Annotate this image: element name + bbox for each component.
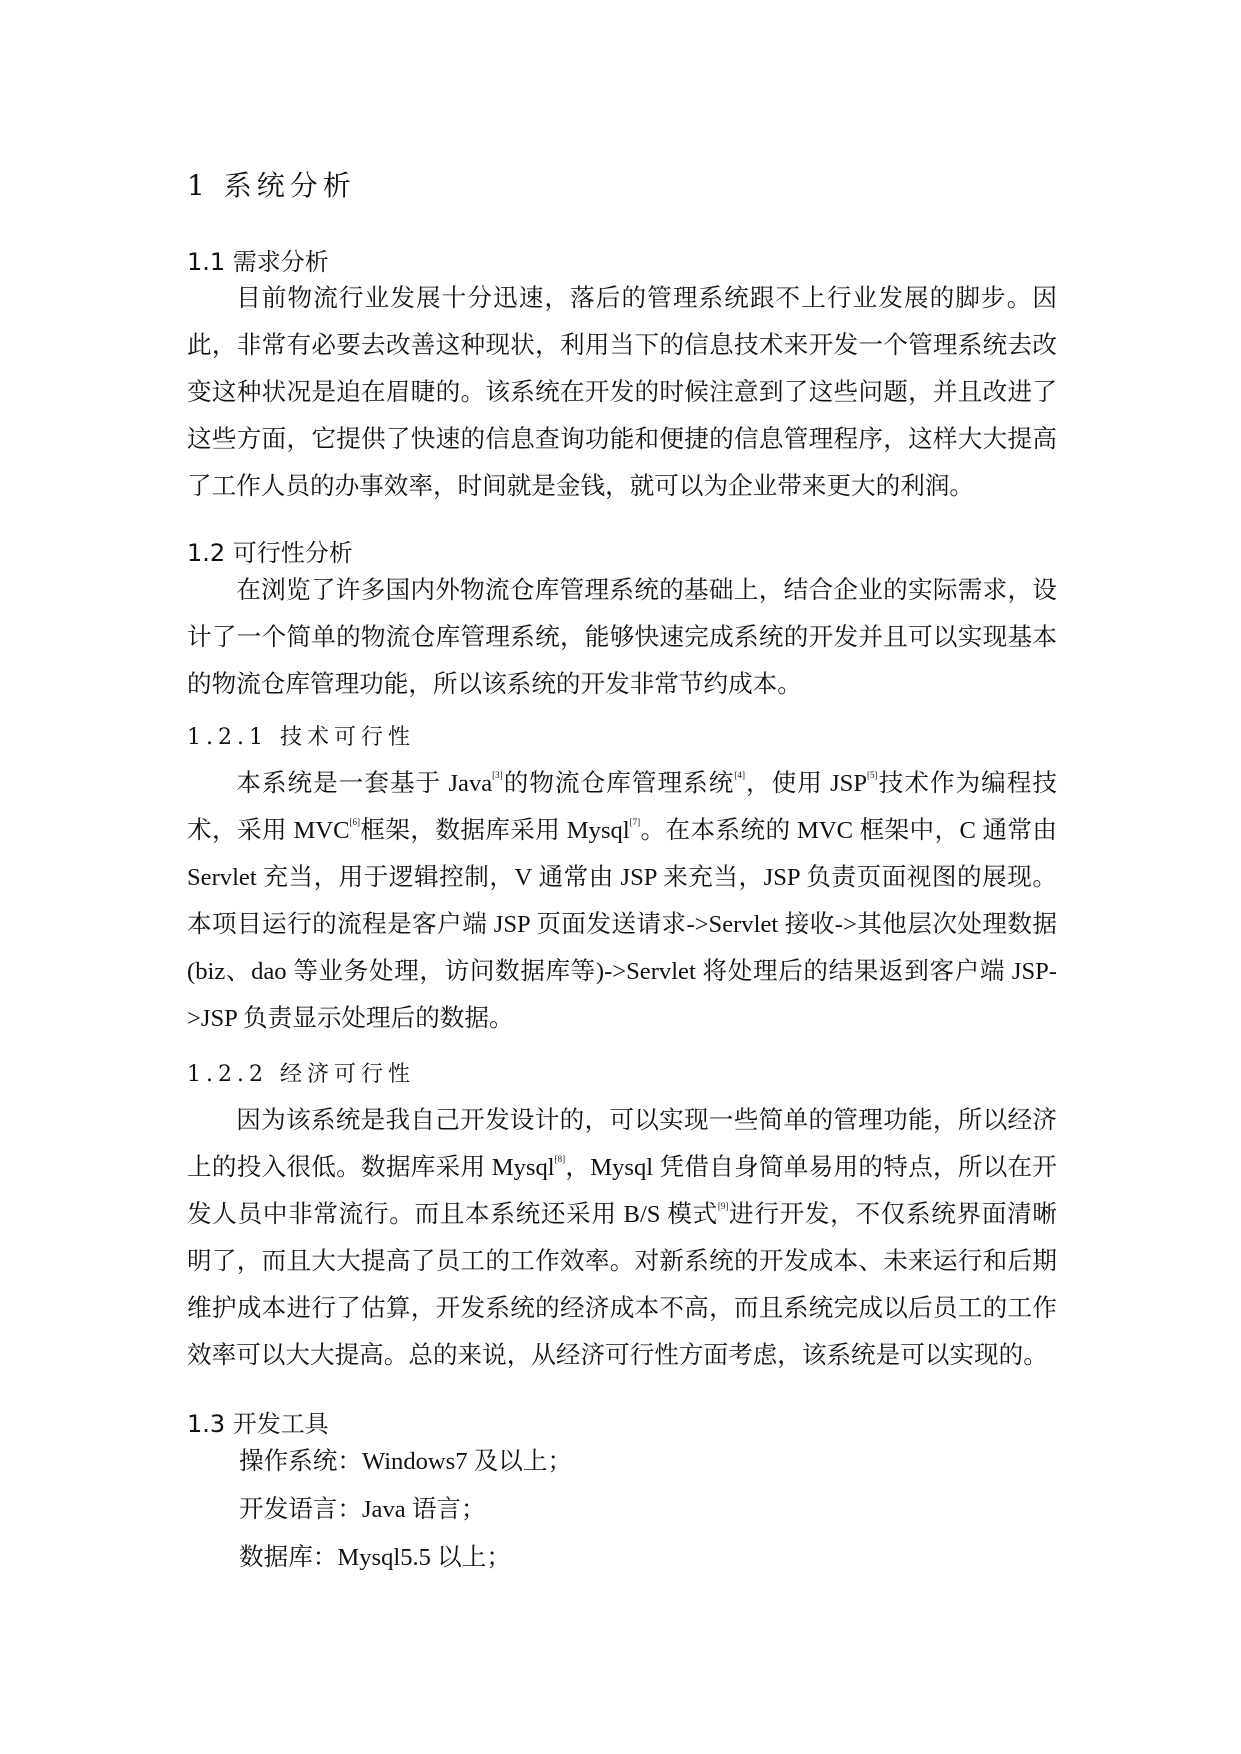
text-segment: 因为该系统是我自己开发设计的，可以实现一些简单的管理功能，所以经济上的投入很低。数据库采用 Mysql <box>187 1107 1057 1181</box>
citation-ref: [5] <box>867 770 878 780</box>
citation-ref: [7] <box>629 817 641 827</box>
tool-item-database: 数据库：Mysql5.5 以上； <box>239 1544 511 1571</box>
section-heading-requirements: 1.1 需求分析 <box>187 248 329 276</box>
text-segment: 进行开发，不仅系统界面清晰明了，而且大大提高了员工的工作效率。对新系统的开发成本、未来运行和后期维护成本进行了估算，开发系统的经济成本不高，而且系统完成以后员工的工作效率可以大大提高。总的来说，从经济可行性方面考虑，该系统是可以实现的。 <box>187 1201 1057 1369</box>
tools-list <box>187 1438 1057 1582</box>
text-segment: ，使用 JSP <box>744 770 868 797</box>
citation-ref: [3] <box>492 770 503 780</box>
tool-item-language: 开发语言：Java 语言； <box>239 1496 486 1523</box>
citation-ref: [9] <box>717 1201 729 1211</box>
paragraph-technical <box>187 760 1057 1042</box>
paragraph-economic <box>187 1097 1057 1379</box>
citation-ref: [6] <box>349 817 361 827</box>
paragraph-feasibility: 在浏览了许多国内外物流仓库管理系统的基础上，结合企业的实际需求，设计了一个简单的物流仓库管理系统，能够快速完成系统的开发并且可以实现基本的物流仓库管理功能，所以该系统的开发非常节约成本。 <box>187 577 1057 698</box>
text-segment: 本系统是一套基于 Java <box>236 770 493 797</box>
text-segment: 技术作为编程技术，采用 MVC <box>187 770 1057 844</box>
section-heading-tools: 1.3 开发工具 <box>187 1410 329 1438</box>
text-segment: 。在本系统的 MVC 框架中，C 通常由 Servlet 充当，用于逻辑控制，V 通常由 JSP 来充当，JSP 负责页面视图的展现。本项目运行的流程是客户端 JSP 页面发送请求->Servlet 接收->其他层次处理数据(biz、dao 等业务处理，访问数据库等)->Servlet 将处理后的结果返到客户端 JSP->JSP 负责显示处理后的数据。 <box>187 817 1057 1032</box>
section-requirements <box>187 275 1057 510</box>
section-feasibility <box>187 567 1057 708</box>
text-segment: 的物流仓库管理系统 <box>502 770 735 797</box>
chapter-heading: 1 系统分析 <box>187 169 356 202</box>
text-segment: 框架，数据库采用 Mysql <box>360 817 630 844</box>
section-heading-economic: 1.2.2 经济可行性 <box>187 1062 415 1087</box>
tool-item-os: 操作系统：Windows7 及以上； <box>239 1448 573 1475</box>
section-economic <box>187 1097 1057 1379</box>
section-heading-feasibility: 1.2 可行性分析 <box>187 539 353 567</box>
section-technical <box>187 760 1057 1042</box>
section-heading-technical: 1.2.1 技术可行性 <box>187 725 415 750</box>
paragraph-requirements: 目前物流行业发展十分迅速，落后的管理系统跟不上行业发展的脚步。因此，非常有必要去改善这种现状，利用当下的信息技术来开发一个管理系统去改变这种状况是迫在眉睫的。该系统在开发的时候注意到了这些问题，并且改进了这些方面，它提供了快速的信息查询功能和便捷的信息管理程序，这样大大提高了工作人员的办事效率，时间就是金钱，就可以为企业带来更大的利润。 <box>187 285 1057 500</box>
citation-ref: [4] <box>734 770 745 780</box>
citation-ref: [8] <box>554 1154 566 1164</box>
text-segment: ，Mysql 凭借自身简单易用的特点，所以在开发人员中非常流行。而且本系统还采用 B/S 模式 <box>187 1154 1058 1228</box>
